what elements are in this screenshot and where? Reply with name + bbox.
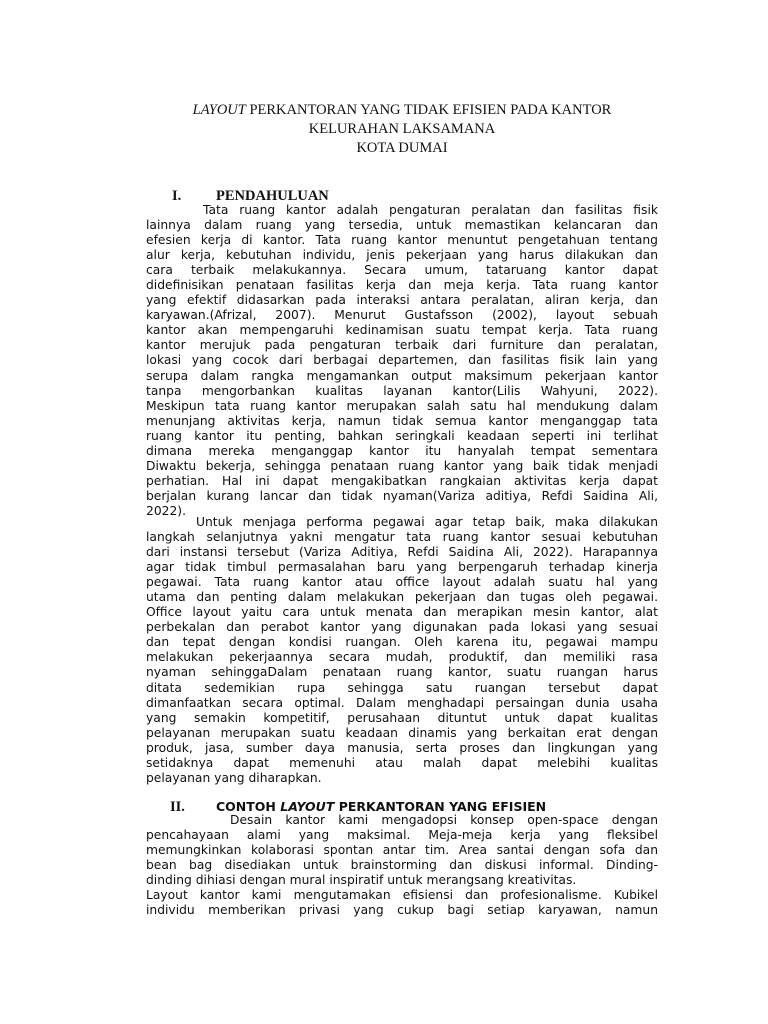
- text-line: pelayanan merupakan suatu keadaan dinamis yang berkaitan erat dengan: [146, 725, 658, 740]
- section-1-paragraph-2: [146, 515, 658, 786]
- text-line: yang semakin kompetitif, perusahaan dituntut untuk dapat kualitas: [146, 710, 658, 725]
- text-line: Desain kantor kami mengadopsi konsep open-space dengan: [230, 813, 658, 827]
- text-line: Office layout yaitu cara untuk menata dan merapikan mesin kantor, alat: [146, 605, 658, 620]
- text-line: kantor merujuk pada pengaturan terbaik dari furniture dan peralatan,: [146, 338, 658, 353]
- text-line: pelayanan yang diharapkan.: [146, 770, 322, 785]
- text-line: Tata ruang kantor adalah pengaturan peralatan dan fasilitas fisik: [203, 203, 658, 217]
- text-line: Meskipun tata ruang kantor merupakan salah satu hal mendukung dalam: [146, 398, 658, 413]
- text-line: lainnya dalam ruang yang tersedia, untuk memastikan kelancaran dan: [146, 218, 658, 233]
- text-line: nyaman sehinggaDalam penataan ruang kantor, suatu ruangan harus: [146, 665, 658, 680]
- text-line: tanpa mengorbankan kualitas layanan kantor(Lilis Wahyuni, 2022).: [146, 383, 658, 398]
- text-line: Untuk menjaga performa pegawai agar tetap baik, maka dilakukan: [196, 515, 658, 529]
- section-2-title-prefix: CONTOH: [216, 799, 281, 814]
- text-line: yang efektif didasarkan pada interaksi antara peralatan, aliran kerja, dan: [146, 293, 658, 308]
- text-line: pencahayaan alami yang maksimal. Meja-meja kerja yang fleksibel: [146, 828, 658, 843]
- text-line: dinding dihiasi dengan mural inspiratif untuk merangsang kreativitas.: [146, 873, 577, 888]
- section-2-title-italic: LAYOUT: [280, 799, 335, 814]
- text-line: individu memberikan privasi yang cukup bagi setiap karyawan, namun: [146, 903, 658, 918]
- text-line: utama dan penting dalam melakukan pekerjaan dan tugas oleh pegawai.: [146, 590, 658, 605]
- text-line: ditata sedemikian rupa sehingga satu ruangan tersebut dapat: [146, 680, 658, 695]
- text-line: serupa dalam rangka mengamankan output maksimum pekerjaan kantor: [146, 368, 658, 383]
- text-line: efesien kerja di kantor. Tata ruang kantor menuntut pengetahuan tentang: [146, 233, 658, 248]
- text-line: berjalan kurang lancar dan tidak nyaman(Variza aditiya, Refdi Saidina Ali,: [146, 488, 658, 503]
- text-line: bean bag disediakan untuk brainstorming dan diskusi informal. Dinding-: [146, 858, 658, 873]
- text-line: kantor akan mempengaruhi kedinamisan suatu tempat kerja. Tata ruang: [146, 323, 658, 338]
- text-line: cara terbaik melakukannya. Secara umum, tataruang kantor dapat: [146, 263, 658, 278]
- text-line: 2022).: [146, 503, 187, 518]
- document-title: [146, 101, 658, 158]
- text-line: langkah selanjutnya yakni mengatur tata ruang kantor sesuai kebutuhan: [146, 530, 658, 545]
- text-line: alur kerja, kebutuhan individu, jenis pekerjaan yang harus dilakukan dan: [146, 248, 658, 263]
- title-line-2: KELURAHAN LAKSAMANA: [308, 121, 496, 137]
- text-line: ruang kantor itu penting, bahkan seringkali keadaan seperti ini terlihat: [146, 428, 658, 443]
- text-line: didefinisikan penataan fasilitas kerja dan meja kerja. Tata ruang kantor: [146, 278, 658, 293]
- title-italic-word: LAYOUT: [192, 102, 246, 118]
- section-2-number: II.: [170, 799, 185, 815]
- section-2-title-suffix: PERKANTORAN YANG EFISIEN: [334, 799, 547, 814]
- title-line-1-rest: PERKANTORAN YANG TIDAK EFISIEN PADA KANTOR: [245, 102, 612, 118]
- section-1-number: I.: [172, 188, 182, 204]
- text-line: dan tepat dengan kondisi ruangan. Oleh karena itu, pegawai mampu: [146, 635, 658, 650]
- title-line-3: KOTA DUMAI: [356, 140, 448, 156]
- text-line: lokasi yang cocok dari berbagai departemen, dan fasilitas fisik lain yang: [146, 353, 658, 368]
- text-line: karyawan.(Afrizal, 2007). Menurut Gustafsson (2002), layout sebuah: [146, 308, 658, 323]
- text-line: menunjang aktivitas kerja, namun tidak semua kantor menganggap tata: [146, 413, 658, 428]
- text-line: dari instansi tersebut (Variza Aditiya, Refdi Saidina Ali, 2022). Harapannya: [146, 545, 658, 560]
- section-1-title: PENDAHULUAN: [216, 188, 329, 204]
- text-line: produk, jasa, sumber daya manusia, serta proses dan lingkungan yang: [146, 740, 658, 755]
- text-line: dimana mereka menganggap kantor itu hanyalah tempat sementara: [146, 443, 658, 458]
- text-line: dimanfaatkan secara optimal. Dalam menghadapi persaingan dunia usaha: [146, 695, 658, 710]
- text-line: agar tidak timbul permasalahan baru yang berpengaruh terhadap kinerja: [146, 560, 658, 575]
- section-1-paragraph-1: [146, 203, 658, 519]
- text-line: Layout kantor kami mengutamakan efisiensi dan profesionalisme. Kubikel: [146, 888, 658, 903]
- text-line: perhatian. Hal ini dapat mengakibatkan rangkaian aktivitas kerja dapat: [146, 473, 658, 488]
- text-line: setidaknya dapat memenuhi atau malah dapat melebihi kualitas: [146, 755, 658, 770]
- text-line: pegawai. Tata ruang kantor atau office layout adalah suatu hal yang: [146, 575, 658, 590]
- title-line-1: [146, 101, 658, 120]
- text-line: Diwaktu bekerja, sehingga penataan ruang kantor yang baik tidak menjadi: [146, 458, 658, 473]
- section-2-paragraph: [146, 813, 658, 918]
- text-line: memungkinkan kolaborasi spontan antar tim. Area santai dengan sofa dan: [146, 843, 658, 858]
- text-line: perbekalan dan perabot kantor yang digunakan pada lokasi yang sesuai: [146, 620, 658, 635]
- text-line: melakukan pekerjaannya secara mudah, produktif, dan memiliki rasa: [146, 650, 658, 665]
